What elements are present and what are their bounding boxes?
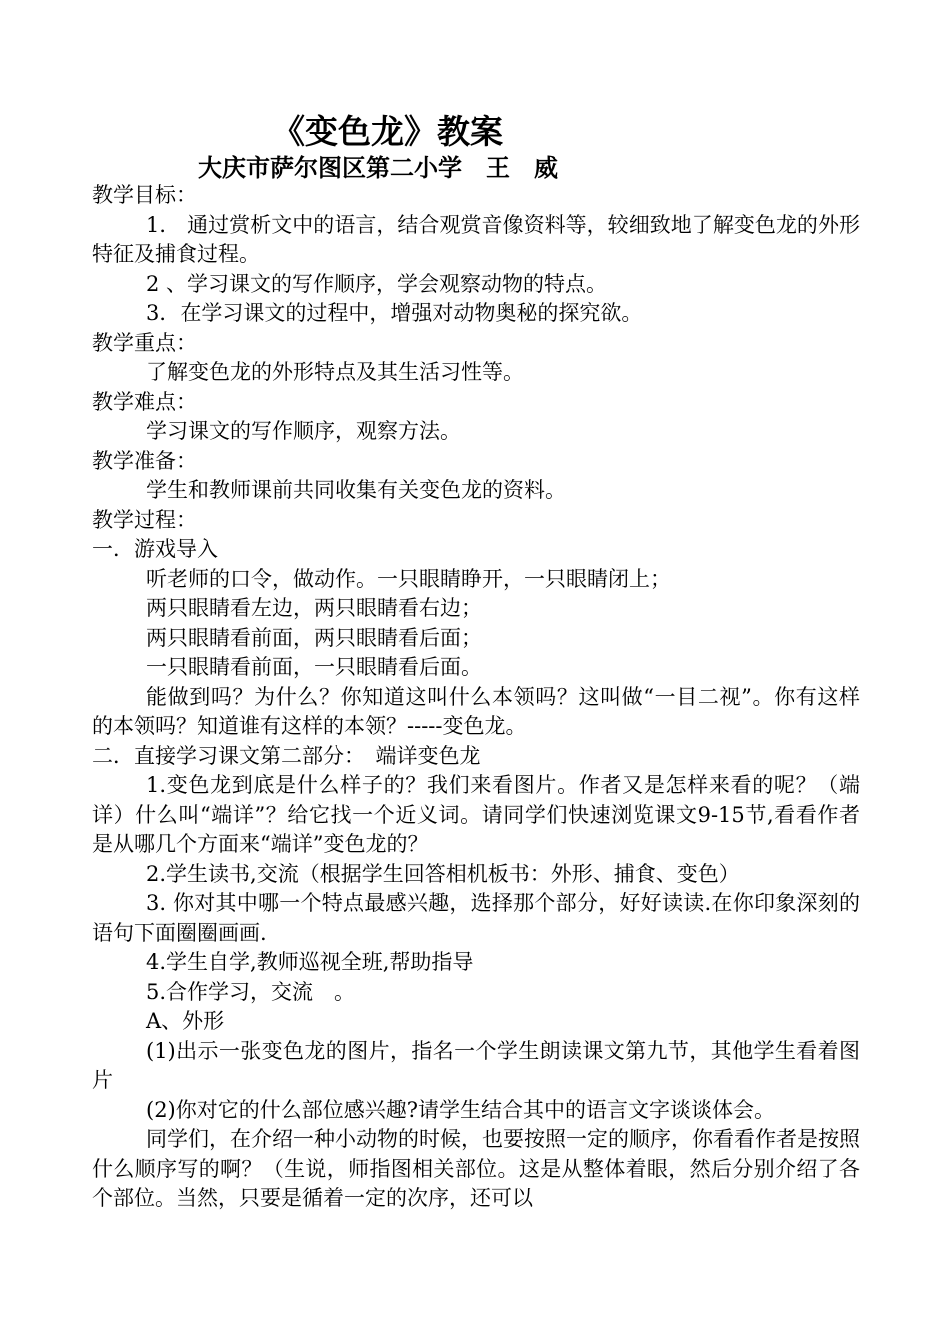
body-paragraph: 能做到吗？为什么？你知道这叫什么本领吗？这叫做“一目二视”。你有这样的本领吗？知道谁有这样的本领？-----变色龙。: [92, 684, 860, 738]
body-paragraph: 1.变色龙到底是什么样子的？我们来看图片。作者又是怎样来看的呢？（端详）什么叫“端详”？给它找一个近义词。请同学们快速浏览课文9-15节,看看作者是从哪几个方面来“端详”变色龙的？: [92, 773, 860, 856]
document-body: [92, 181, 860, 1214]
body-paragraph: 两只眼睛看左边，两只眼睛看右边；: [146, 596, 482, 620]
body-paragraph: 同学们，在介绍一种小动物的时候，也要按照一定的顺序，你看看作者是按照什么顺序写的啊？（生说，师指图相关部位。这是从整体着眼，然后分别介绍了各个部位。当然，只要是循着一定的次序，还可以: [92, 1127, 860, 1210]
section-heading: 一．游戏导入: [92, 537, 218, 561]
body-paragraph: 4.学生自学,教师巡视全班,帮助指导: [146, 950, 474, 974]
section-heading: 二．直接学习课文第二部分： 端详变色龙: [92, 743, 481, 768]
body-paragraph: 学习课文的写作顺序，观察方法。: [146, 419, 461, 443]
body-paragraph: 一只眼睛看前面，一只眼睛看后面。: [146, 655, 482, 679]
body-paragraph: 2 、学习课文的写作顺序，学会观察动物的特点。: [146, 271, 608, 296]
body-paragraph: (1)出示一张变色龙的图片，指名一个学生朗读课文第九节，其他学生看着图片: [92, 1038, 860, 1092]
body-paragraph: A、外形: [146, 1009, 225, 1033]
body-paragraph: 2.学生读书,交流（根据学生回答相机板书：外形、捕食、变色）: [146, 861, 740, 886]
document-title: 《变色龙》教案: [272, 112, 503, 151]
body-paragraph: 两只眼睛看前面，两只眼睛看后面；: [146, 625, 482, 650]
body-paragraph: 1． 通过赏析文中的语言，结合观赏音像资料等，较细致地了解变色龙的外形特征及捕食过程。: [92, 212, 860, 266]
body-paragraph: 学生和教师课前共同收集有关变色龙的资料。: [146, 478, 566, 502]
section-heading: 教学过程：: [92, 507, 197, 532]
section-heading: 教学目标：: [92, 183, 197, 207]
body-paragraph: 3. 你对其中哪一个特点最感兴趣，选择那个部分，好好读读.在你印象深刻的语句下面圈圈画画.: [92, 891, 860, 945]
body-paragraph: 5.合作学习，交流 。: [146, 979, 356, 1004]
document-author: 大庆市萨尔图区第二小学 王 威: [198, 154, 558, 182]
body-paragraph: (2)你对它的什么部位感兴趣?请学生结合其中的语言文字谈谈体会。: [146, 1097, 776, 1122]
section-heading: 教学难点：: [92, 389, 197, 414]
section-heading: 教学准备：: [92, 448, 197, 473]
section-heading: 教学重点：: [92, 330, 197, 355]
body-paragraph: 了解变色龙的外形特点及其生活习性等。: [146, 360, 524, 384]
body-paragraph: 3．在学习课文的过程中，增强对动物奥秘的探究欲。: [146, 301, 643, 325]
body-paragraph: 听老师的口令，做动作。一只眼睛睁开，一只眼睛闭上；: [146, 566, 671, 591]
